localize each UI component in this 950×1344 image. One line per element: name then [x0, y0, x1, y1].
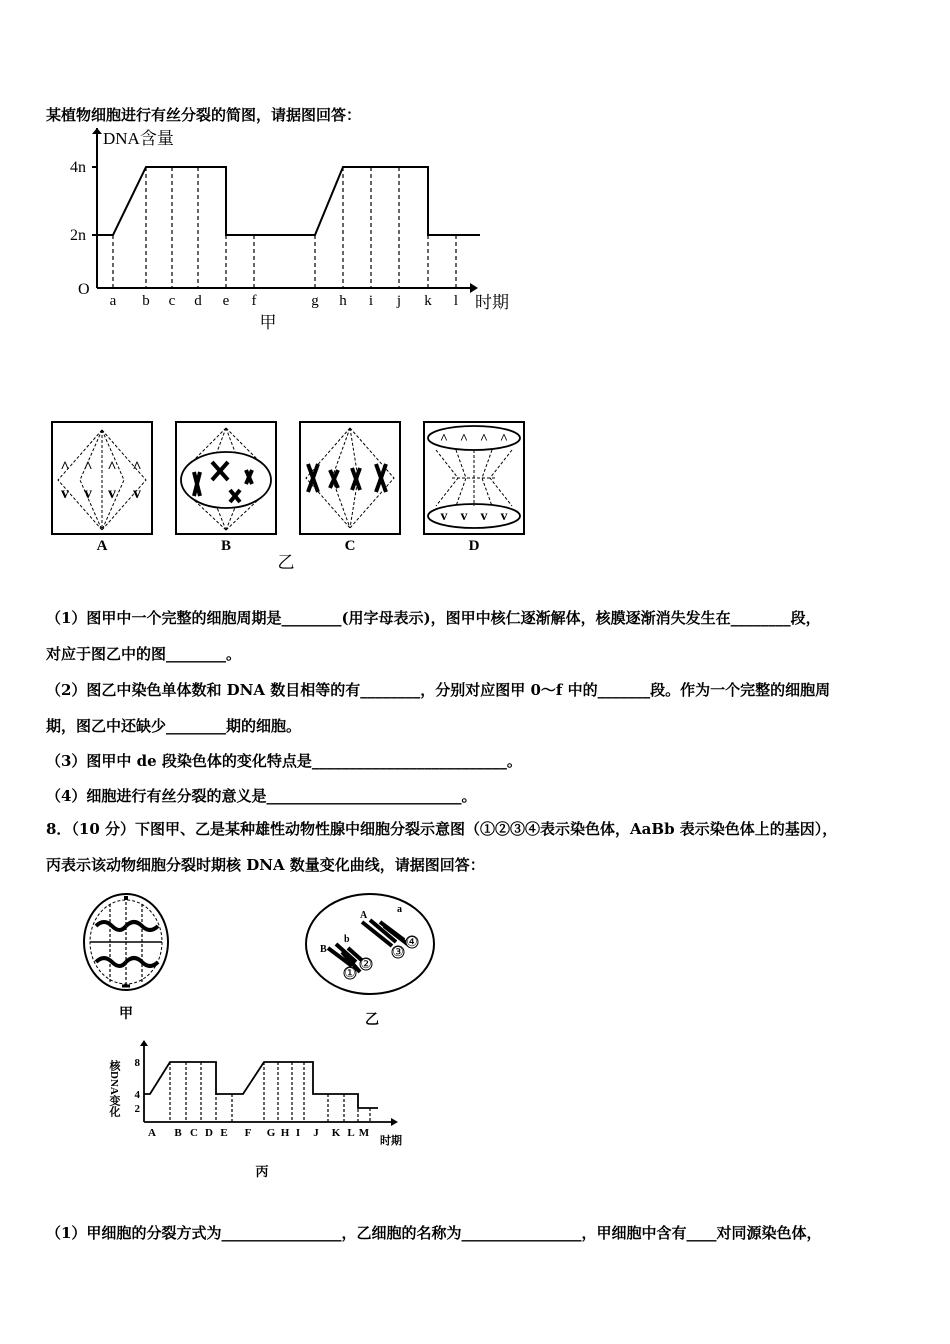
- chromosome-1: ①: [344, 965, 356, 980]
- bing-xtick: G: [266, 1127, 276, 1139]
- panel-b: [176, 422, 276, 554]
- jia-xtick: c: [168, 293, 176, 309]
- q8-header-a: 8．（10 分）下图甲、乙是某种雄性动物性腺中细胞分裂示意图（①②③④表示染色体，AaBb 表示染色体上的基因），: [46, 820, 838, 838]
- jia-ylabel: DNA含量: [103, 129, 174, 148]
- jia-caption: 甲: [259, 313, 277, 332]
- bing-xtick: J: [313, 1127, 319, 1139]
- svg-text:^: ^: [132, 459, 142, 476]
- chromosome-2: ②: [360, 956, 372, 971]
- jia-xtick: e: [222, 293, 230, 309]
- svg-text:v: v: [108, 485, 116, 502]
- jia-ytick-origin: O: [78, 281, 90, 298]
- panel-d: [424, 422, 524, 554]
- panel-c-label: C: [344, 538, 356, 554]
- cell-jia: [80, 890, 180, 1030]
- svg-text:v: v: [61, 485, 69, 502]
- svg-text:^: ^: [459, 432, 469, 447]
- svg-text:^: ^: [83, 459, 93, 476]
- panel-c: [300, 422, 400, 554]
- chromosome-3: ③: [392, 944, 404, 959]
- jia-xlabel: 时期: [475, 293, 509, 312]
- bing-ylabel: 核DNA变化: [108, 1060, 120, 1117]
- bing-xtick: I: [295, 1127, 301, 1139]
- panel-a: [52, 422, 152, 554]
- jia-xtick: g: [311, 293, 319, 309]
- bing-xtick: L: [347, 1127, 355, 1139]
- jia-xtick: k: [424, 293, 432, 309]
- gene-b: b: [344, 934, 350, 945]
- q8-p1: （1）甲细胞的分裂方式为________________，乙细胞的名称为________________，甲细胞中含有____对同源染色体，: [46, 1224, 822, 1242]
- bing-ytick: 4: [134, 1089, 140, 1101]
- jia-xtick: b: [142, 293, 150, 309]
- jia-xtick: l: [453, 293, 459, 309]
- jia-ytick-2n: 2n: [70, 227, 86, 244]
- svg-text:v: v: [500, 509, 508, 524]
- q7-p2b: 期，图乙中还缺少________期的细胞。: [46, 717, 302, 735]
- bing-ytick: 8: [134, 1057, 140, 1069]
- chromosome-4: ④: [406, 934, 418, 949]
- svg-text:v: v: [460, 509, 468, 524]
- panel-d-label: D: [468, 538, 480, 554]
- q7-p1b: 对应于图乙中的图________。: [46, 645, 242, 663]
- jia-xtick: a: [109, 293, 117, 309]
- bing-xtick: E: [220, 1127, 228, 1139]
- svg-text:v: v: [84, 485, 92, 502]
- bing-caption: 丙: [255, 1164, 269, 1179]
- q7-p1a: （1）图甲中一个完整的细胞周期是________(用字母表示)，图甲中核仁逐渐解体，核膜逐渐消失发生在________段，: [46, 609, 821, 627]
- panel-b-label: B: [220, 538, 232, 554]
- bing-xlabel: 时期: [380, 1135, 402, 1147]
- jia-xtick: f: [251, 293, 257, 309]
- bing-dna-curve: [144, 1062, 378, 1108]
- cell-jia-caption: 甲: [119, 1007, 133, 1022]
- chart-bing: [108, 1040, 418, 1185]
- svg-text:^: ^: [479, 432, 489, 447]
- bing-xtick: C: [190, 1127, 198, 1139]
- bing-xtick: B: [174, 1127, 182, 1139]
- svg-text:^: ^: [107, 459, 117, 476]
- panel-a-label: A: [96, 538, 108, 554]
- jia-xtick: j: [396, 293, 402, 309]
- bing-xtick: M: [358, 1127, 370, 1139]
- bing-xtick: H: [280, 1127, 290, 1139]
- q7-p2a: （2）图乙中染色单体数和 DNA 数目相等的有________，分别对应图甲 0～f 中的_______段。作为一个完整的细胞周: [46, 681, 831, 699]
- gene-B: B: [320, 944, 327, 955]
- cell-yi: [300, 890, 450, 1030]
- bing-xtick: K: [331, 1127, 341, 1139]
- yi-caption: 乙: [277, 553, 295, 572]
- svg-text:v: v: [480, 509, 488, 524]
- svg-text:^: ^: [499, 432, 509, 447]
- chart-jia: [70, 128, 530, 338]
- jia-dna-curve: [97, 167, 480, 235]
- jia-xtick: h: [339, 293, 347, 309]
- bing-xtick: A: [148, 1127, 156, 1139]
- q7-p3: （3）图甲中 de 段染色体的变化特点是__________________________。: [46, 752, 522, 770]
- jia-xtick: d: [194, 293, 202, 309]
- q7-intro: 某植物细胞进行有丝分裂的简图，请据图回答：: [46, 106, 362, 124]
- gene-A: A: [360, 910, 368, 921]
- jia-ytick-4n: 4n: [70, 159, 86, 176]
- figure-yi: [50, 420, 530, 575]
- jia-xtick: i: [368, 293, 374, 309]
- cell-yi-caption: 乙: [365, 1013, 379, 1028]
- bing-xtick: F: [244, 1127, 252, 1139]
- bing-ytick: 2: [134, 1103, 140, 1115]
- svg-text:v: v: [440, 509, 448, 524]
- svg-text:v: v: [133, 485, 141, 502]
- bing-xtick: D: [205, 1127, 213, 1139]
- q8-header-b: 丙表示该动物细胞分裂时期核 DNA 数量变化曲线，请据图回答：: [46, 856, 485, 874]
- q7-p4: （4）细胞进行有丝分裂的意义是__________________________。: [46, 787, 477, 805]
- svg-text:^: ^: [60, 459, 70, 476]
- gene-a: a: [397, 904, 402, 915]
- svg-text:^: ^: [439, 432, 449, 447]
